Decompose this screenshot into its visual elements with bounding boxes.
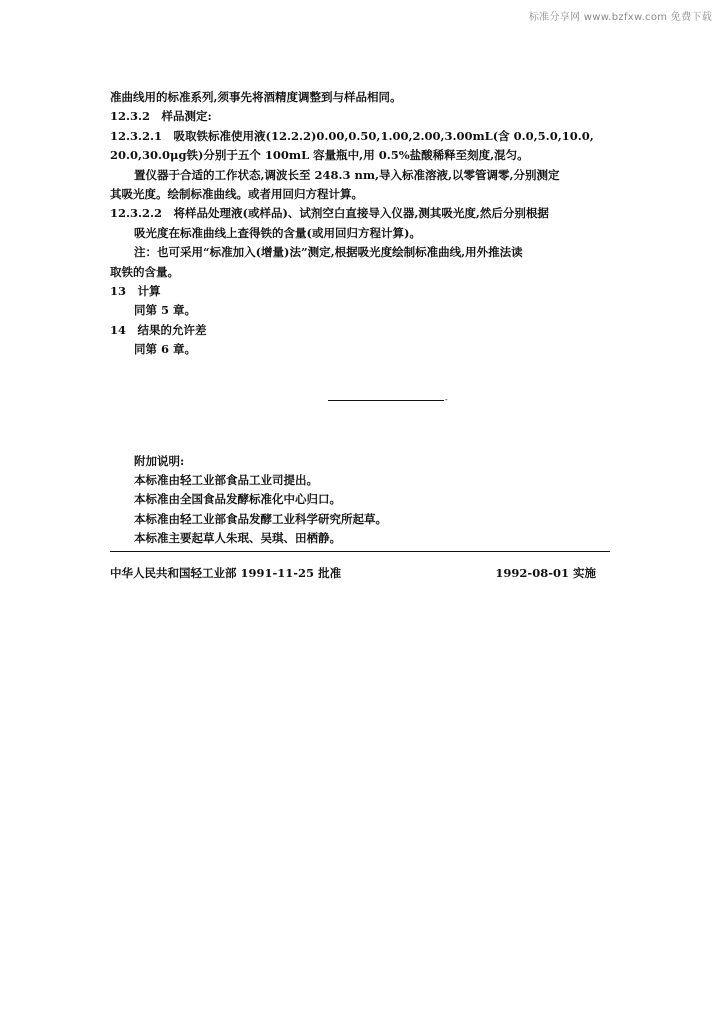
watermark-text: 标准分享网 www.bzfxw.com 免费下载	[528, 12, 712, 23]
notes-line: 本标准由轻工业部食品发酵工业科学研究所起草。	[134, 511, 387, 526]
body-line: 同第 6 章。	[134, 342, 197, 357]
body-text	[110, 88, 610, 359]
notes-line: 本标准由轻工业部食品工业司提出。	[134, 473, 318, 488]
end-separator-dot: -	[445, 395, 448, 404]
footer-approval: 中华人民共和国轻工业部 1991-11-25 批准	[110, 566, 342, 580]
section-heading-12-3-2: 12.3.2 样品测定:	[110, 109, 212, 124]
body-line: 准曲线用的标准系列,须事先将酒精度调整到与样品相同。	[110, 90, 402, 104]
section-heading-13: 13 计算	[110, 283, 161, 298]
additional-notes	[134, 452, 604, 548]
body-line: 20.0,30.0μg铁)分别于五个 100mL 容量瓶中,用 0.5%盐酸稀释至刻度,混匀。	[110, 148, 529, 163]
note-line: 注：也可采用“标准加入(增量)法”测定,根据吸光度绘制标准曲线,用外推法读	[134, 245, 523, 260]
body-line: 同第 5 章。	[134, 303, 197, 318]
footer-rule	[110, 551, 610, 552]
notes-line: 本标准由全国食品发酵标准化中心归口。	[134, 492, 341, 507]
body-line: 其吸光度。绘制标准曲线。或者用回归方程计算。	[110, 186, 363, 201]
end-separator-line	[328, 400, 444, 401]
section-heading-14: 14 结果的允许差	[110, 322, 207, 337]
body-line: 12.3.2.2 将样品处理液(或样品)、试剂空白直接导入仪器,测其吸光度,然后分别根据	[110, 206, 549, 221]
notes-title: 附加说明:	[134, 454, 185, 468]
notes-line: 本标准主要起草人朱珉、吴琪、田栖静。	[134, 530, 341, 545]
body-line: 12.3.2.1 吸取铁标准使用液(12.2.2)0.00,0.50,1.00,2.00,3.00mL(含 0.0,5.0,10.0,	[110, 128, 594, 143]
footer-effective-date: 1992-08-01 实施	[495, 566, 596, 580]
body-line: 吸光度在标准曲线上查得铁的含量(或用回归方程计算)。	[134, 225, 421, 240]
body-line: 置仪器于合适的工作状态,调波长至 248.3 nm,导入标准溶液,以零管调零,分别测定	[134, 167, 560, 182]
note-line: 取铁的含量。	[110, 264, 179, 279]
